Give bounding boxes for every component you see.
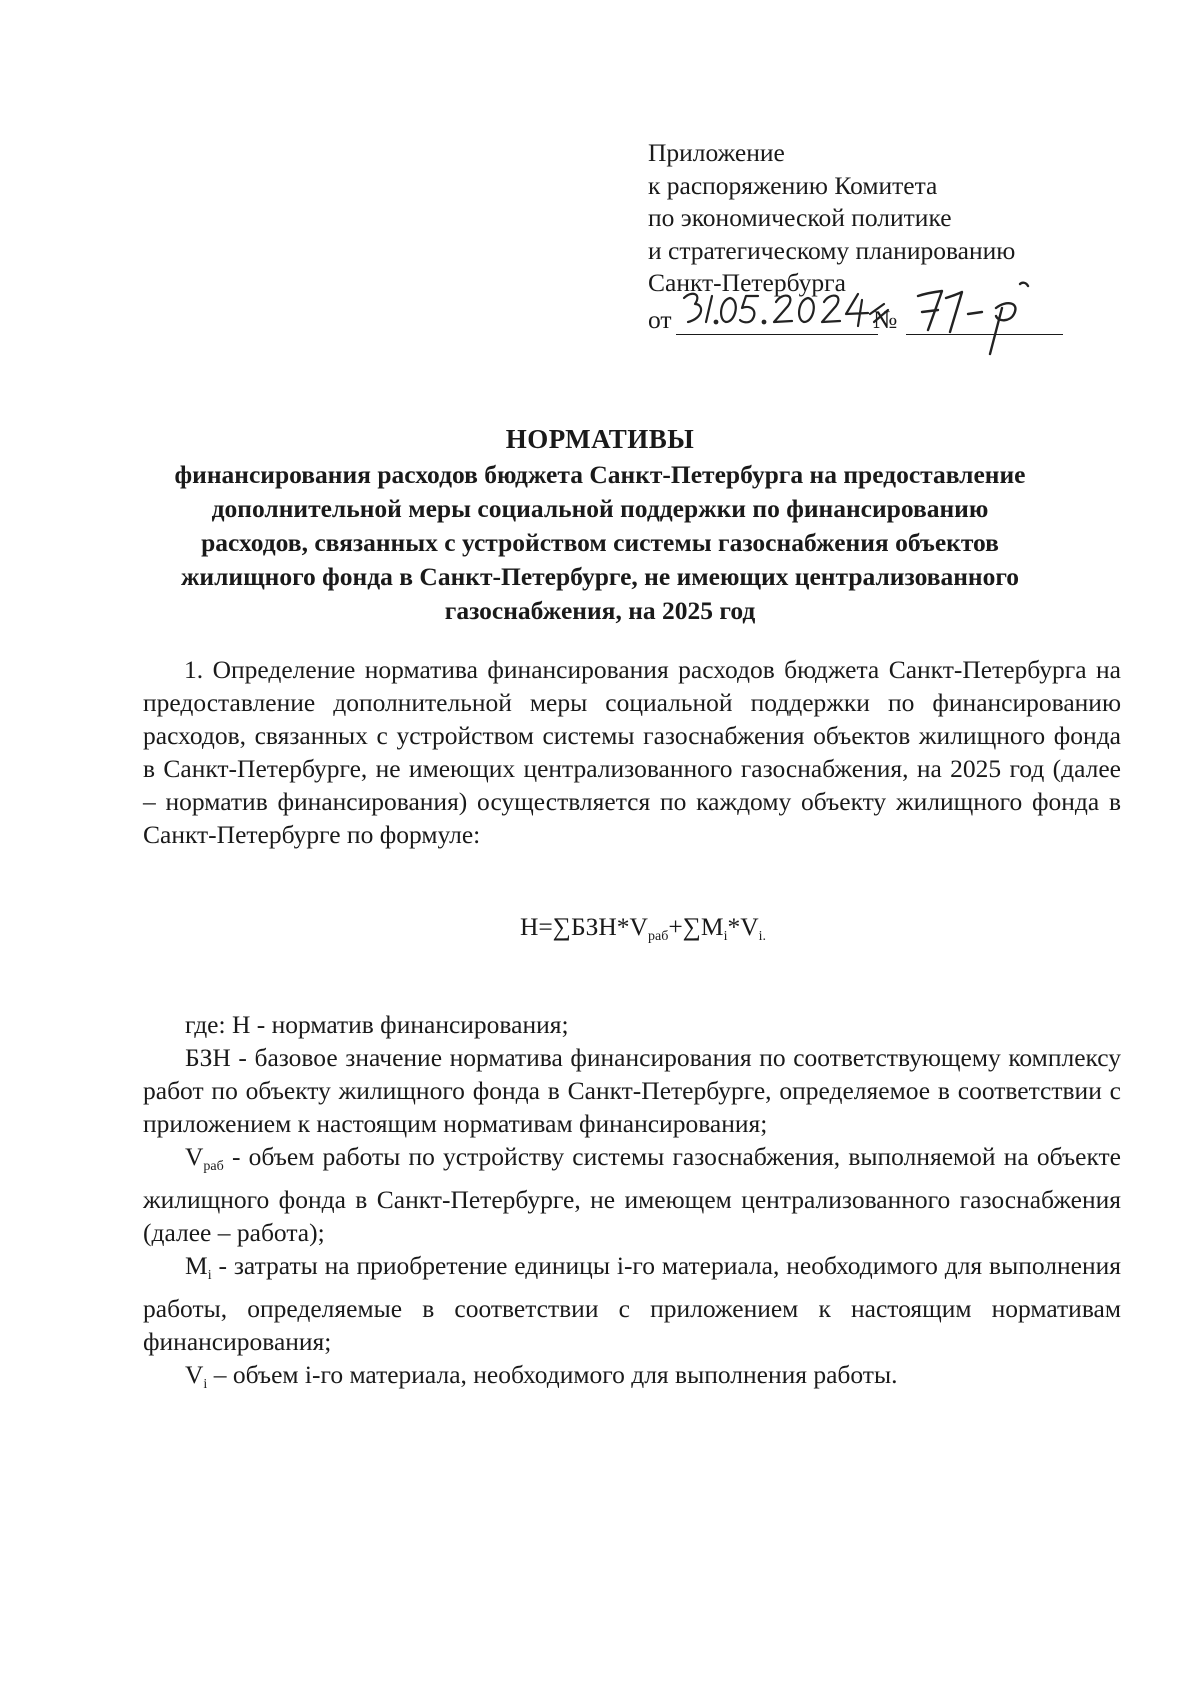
formula-part-3: *V [727, 912, 759, 941]
date-underline [676, 334, 878, 335]
date-prefix: от [648, 304, 672, 334]
definition-v-rab [143, 1140, 1121, 1249]
date-number-row [648, 300, 1088, 340]
definition-v-i [143, 1358, 1121, 1401]
definition-h: где: Н - норматив финансирования; [185, 1010, 569, 1039]
formula-sub-3: i. [758, 929, 767, 944]
number-prefix: № [873, 304, 898, 334]
formula-part-2: +∑M [668, 912, 724, 941]
appendix-line-3: по экономической политике [648, 203, 952, 232]
title-subtitle-line-4: жилищного фонда в Санкт-Петербурге, не имеющих централизованного [180, 562, 1020, 591]
title-main: НОРМАТИВЫ [505, 424, 695, 454]
handwritten-number-signature [910, 278, 1040, 358]
v-i-text: – объем i-го материала, необходимого для выполнения работы. [207, 1360, 898, 1389]
m-symbol: M [185, 1251, 208, 1280]
formula-sub-2: i [723, 929, 728, 944]
v-i-symbol: V [185, 1360, 204, 1389]
v-rab-subscript: раб [203, 1159, 224, 1174]
section-1 [143, 653, 1121, 851]
title-subtitle-line-1: финансирования расходов бюджета Санкт-Петербурга на предоставление [174, 460, 1026, 489]
appendix-line-5: Санкт-Петербурга [648, 268, 846, 297]
v-rab-symbol: V [185, 1142, 204, 1171]
formula [520, 912, 766, 945]
document-title [110, 422, 1090, 628]
m-subscript: i [207, 1268, 212, 1283]
formula-part-1: Н=∑БЗН*V [520, 912, 648, 941]
title-subtitle-line-2: дополнительной меры социальной поддержки по финансированию [211, 494, 989, 523]
title-subtitle-line-3: расходов, связанных с устройством системы газоснабжения объектов [201, 528, 999, 557]
appendix-header [648, 137, 1088, 340]
v-rab-text: - объем работы по устройству системы газоснабжения, выполняемой на объекте жилищного фонда в Санкт-Петербурге, не имеющем централизованного газоснабжения (далее – работа); [143, 1142, 1121, 1247]
appendix-line-1: Приложение [648, 138, 785, 167]
v-i-subscript: i [203, 1377, 208, 1392]
section-1-text: 1. Определение норматива финансирования расходов бюджета Санкт-Петербурга на предоставление дополнительной меры социальной поддержки по финансированию расходов, связанных с устройством системы газоснабжения объектов жилищного фонда в Санкт-Петербурге, не имеющих централизованного газоснабжения, на 2025 год (далее – норматив финансирования) осуществляется по каждому объекту жилищного фонда в Санкт-Петербурге по формуле: [143, 655, 1121, 849]
m-text: - затраты на приобретение единицы i-го материала, необходимого для выполнения работы, определяемые в соответствии с приложением к настоящим нормативам финансирования; [143, 1251, 1121, 1356]
definition-m [143, 1249, 1121, 1358]
title-subtitle-line-5: газоснабжения, на 2025 год [444, 596, 756, 625]
formula-sub-1: раб [647, 929, 669, 944]
appendix-line-4: и стратегическому планированию [648, 235, 1016, 265]
definitions [143, 1008, 1121, 1401]
handwritten-date-signature [678, 284, 903, 334]
appendix-line-2: к распоряжению Комитета [648, 170, 938, 200]
definition-bzn: БЗН - базовое значение норматива финансирования по соответствующему комплексу работ по объекту жилищного фонда в Санкт-Петербурге, определяемое в соответствии с приложением к настоящим нормативам финансирования; [143, 1043, 1121, 1138]
